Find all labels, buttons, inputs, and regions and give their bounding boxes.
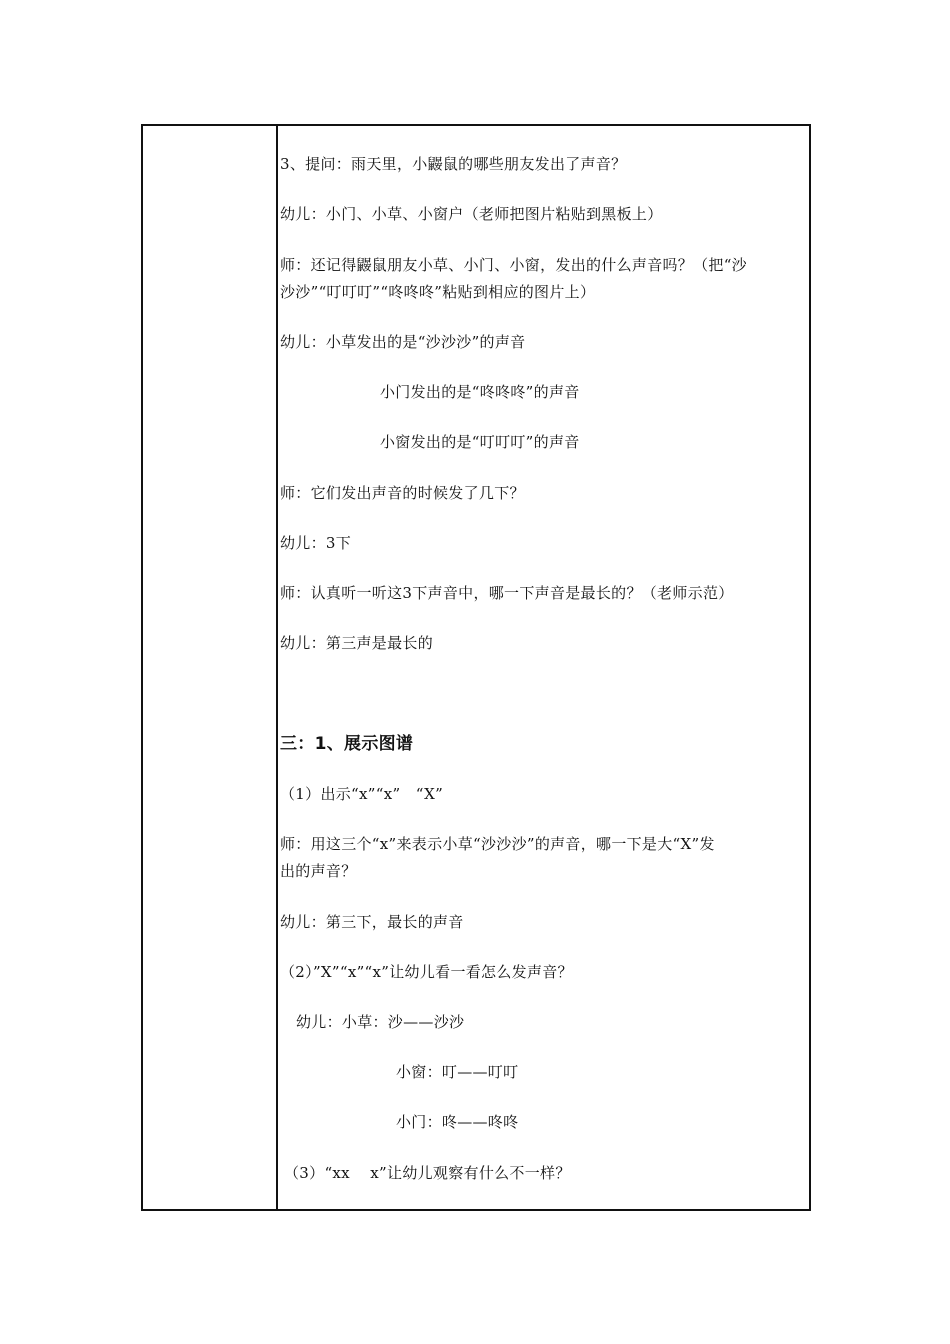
child-answer-indented-line: 小窗发出的是“叮叮叮”的声音 bbox=[380, 433, 580, 451]
step-line: （2）”X”“x”“x”让幼儿看一看怎么发声音？ bbox=[280, 963, 573, 981]
child-answer-indented-line: 小门：咚——咚咚 bbox=[396, 1113, 519, 1131]
child-answer-indented-line: 小窗：叮——叮叮 bbox=[396, 1063, 519, 1081]
step-line: （1）出示“x”“x” “X” bbox=[280, 785, 444, 803]
step-line: （3）“xx x”让幼儿观察有什么不一样？ bbox=[284, 1164, 571, 1182]
question-line: 3、提问：雨天里，小鼹鼠的哪些朋友发出了声音？ bbox=[280, 155, 627, 173]
teacher-line: 师：它们发出声音的时候发了几下？ bbox=[280, 484, 525, 502]
child-answer-line: 幼儿：小草：沙——沙沙 bbox=[296, 1013, 465, 1031]
child-answer-indented-line: 小门发出的是“咚咚咚”的声音 bbox=[380, 383, 580, 401]
child-answer-line: 幼儿：第三声是最长的 bbox=[280, 634, 434, 652]
child-answer-line: 幼儿：小草发出的是“沙沙沙”的声音 bbox=[280, 333, 526, 351]
teacher-line-continued: 沙沙”“叮叮叮”“咚咚咚”粘贴到相应的图片上） bbox=[280, 283, 596, 301]
child-answer-line: 幼儿：第三下，最长的声音 bbox=[280, 913, 464, 931]
teacher-line: 师：还记得鼹鼠朋友小草、小门、小窗，发出的什么声音吗？（把“沙 bbox=[280, 256, 747, 274]
child-answer-line: 幼儿：小门、小草、小窗户（老师把图片粘贴到黑板上） bbox=[280, 205, 663, 223]
teacher-line: 师：认真听一听这3下声音中，哪一下声音是最长的？（老师示范） bbox=[280, 584, 734, 602]
child-answer-line: 幼儿：3下 bbox=[280, 534, 352, 552]
teacher-line: 师：用这三个“x”来表示小草“沙沙沙”的声音，哪一下是大“X”发 bbox=[280, 835, 715, 853]
teacher-line-continued: 出的声音？ bbox=[280, 862, 357, 880]
table-column-divider bbox=[276, 124, 278, 1211]
section-heading: 三：1、展示图谱 bbox=[280, 734, 414, 754]
